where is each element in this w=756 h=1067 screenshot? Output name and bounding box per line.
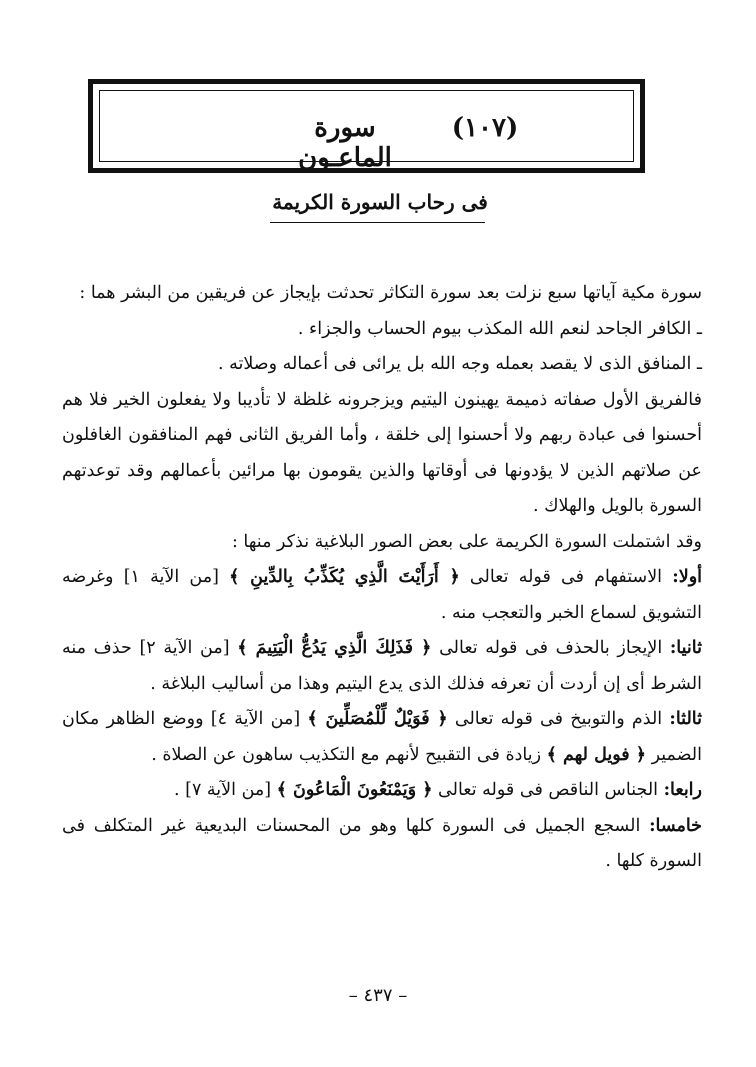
point-text: [من الآية ٧] .: [173, 780, 277, 800]
point-text: الذم والتوبيخ فى قوله تعالى: [447, 709, 670, 729]
point-text: [من الآية ١] وغرضه التشويق لسماع الخبر والتعجب منه .: [62, 567, 702, 623]
point-text: [من الآية ٢] حذف منه الشرط أى إن أردت أن تعرفه فذلك الذى يدع اليتيم وهذا من أساليب البلاغة .: [62, 638, 702, 694]
section-title-underline: [270, 222, 485, 223]
list-item: ـ المنافق الذى لا يقصد بعمله وجه الله بل يرائى فى أعماله وصلاته .: [217, 354, 702, 374]
point-text: الإيجاز بالحذف فى قوله تعالى: [431, 638, 670, 658]
intro-paragraph: سورة مكية آياتها سبع نزلت بعد سورة التكاثر تحدثت بإيجاز عن فريقين من البشر هما :: [79, 283, 702, 303]
point-text: الجناس الناقص فى قوله تعالى: [432, 780, 664, 800]
point-text: الاستفهام فى قوله تعالى: [459, 567, 673, 587]
surah-number: (١٠٧): [451, 113, 519, 143]
surah-title-frame: [88, 79, 645, 173]
quran-verse: ﴿ فَذَلِكَ الَّذِي يَدُعُّ الْيَتِيمَ ﴾: [237, 638, 432, 658]
page-number: – ٤٣٧ –: [348, 985, 408, 1006]
quran-verse: ﴿ فَوَيْلٌ لِّلْمُصَلِّينَ ﴾: [307, 709, 448, 729]
body-text: [62, 276, 702, 880]
paragraph: فالفريق الأول صفاته ذميمة يهينون اليتيم ويزجرونه غلظة لا تأديبا ولا يفعلون الخير فلا هم أحسنوا فى عبادة ربهم ولا أحسنوا إلى خلقة ، وأما الفريق الثانى فهم المنافقون الغافلون عن صلاتهم الذين لا يؤدونها فى أوقاتها والذين يقومون بها مرائين بأعمالهم وقد توعدتهم السورة بالويل والهلاك .: [62, 389, 702, 516]
point-label: ثالثا:: [669, 709, 702, 729]
rhetoric-point-3: [62, 702, 702, 773]
point-text: زيادة فى التقبيح لأنهم مع التكذيب ساهون عن الصلاة .: [151, 744, 547, 765]
point-label: ثانيا:: [669, 638, 702, 658]
rhetoric-point-2: [62, 631, 702, 702]
quran-verse: ﴿ أَرَأَيْتَ الَّذِي يُكَذِّبُ بِالدِّينِ ﴾: [229, 567, 460, 587]
rhetoric-point-4: [62, 773, 702, 809]
surah-title-frame-inner: [99, 90, 634, 173]
point-label: خامسا:: [649, 815, 702, 836]
surah-name: سورة الماعـون: [298, 113, 392, 173]
quran-phrase: ﴿ فويل لهم ﴾: [546, 744, 646, 765]
list-item: ـ الكافر الجاحد لنعم الله المكذب بيوم الحساب والجزاء .: [297, 318, 702, 339]
paragraph: وقد اشتملت السورة الكريمة على بعض الصور البلاغية نذكر منها :: [231, 531, 702, 552]
quran-verse: ﴿ وَيَمْنَعُونَ الْمَاعُونَ ﴾: [276, 780, 433, 800]
rhetoric-point-5: [62, 809, 702, 880]
section-title: فى رحاب السورة الكريمة: [272, 190, 488, 214]
point-label: رابعا:: [663, 780, 702, 800]
point-text: [من الآية ٤] ووضع الظاهر مكان الضمير: [62, 709, 702, 765]
point-label: أولا:: [672, 567, 703, 587]
rhetoric-point-1: [62, 560, 702, 631]
point-text: السجع الجميل فى السورة كلها وهو من المحسنات البديعية غير المتكلف فى السورة كلها .: [62, 815, 702, 871]
